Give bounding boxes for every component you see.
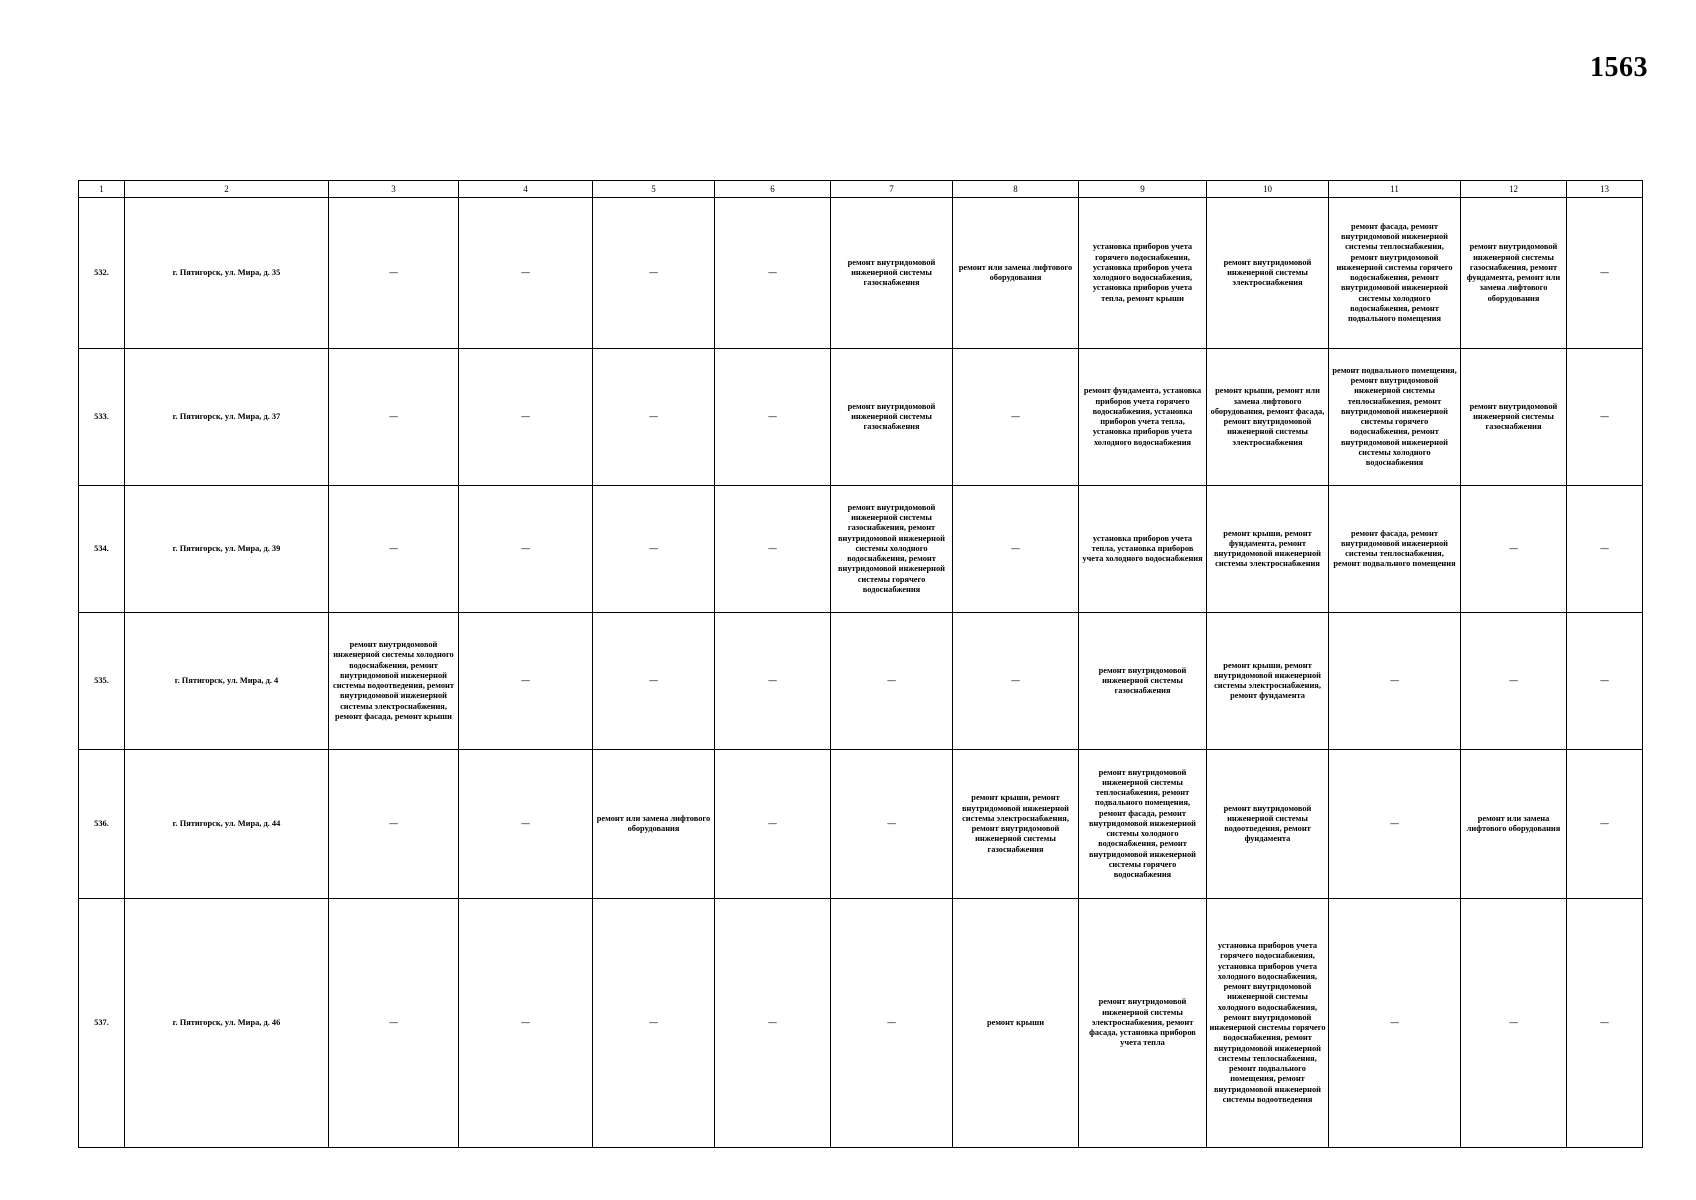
cell-col-8: —: [953, 349, 1079, 486]
column-header-13: 13: [1567, 181, 1643, 198]
cell-col-12: —: [1461, 613, 1567, 750]
cell-col-7: —: [831, 750, 953, 899]
table-row: [79, 198, 1643, 349]
cell-col-3: ремонт внутридомовой инженерной системы холодного водоснабжения, ремонт внутридомовой инженерной системы водоотведения, ремонт внутридомовой инженерной системы электроснабжения, ремонт фасада, ремонт крыши: [329, 613, 459, 750]
cell-col-5: —: [593, 198, 715, 349]
column-header-10: 10: [1207, 181, 1329, 198]
cell-col-11: ремонт фасада, ремонт внутридомовой инженерной системы теплоснабжения, ремонт подвального помещения: [1329, 486, 1461, 613]
cell-col-12: ремонт внутридомовой инженерной системы газоснабжения, ремонт фундамента, ремонт или замена лифтового оборудования: [1461, 198, 1567, 349]
cell-col-6: —: [715, 349, 831, 486]
address-cell: г. Пятигорск, ул. Мира, д. 39: [125, 486, 329, 613]
column-header-4: 4: [459, 181, 593, 198]
address-cell: г. Пятигорск, ул. Мира, д. 37: [125, 349, 329, 486]
cell-col-4: —: [459, 349, 593, 486]
cell-col-12: —: [1461, 899, 1567, 1148]
cell-col-7: ремонт внутридомовой инженерной системы газоснабжения, ремонт внутридомовой инженерной системы холодного водоснабжения, ремонт внутридомовой инженерной системы горячего водоснабжения: [831, 486, 953, 613]
cell-col-5: —: [593, 349, 715, 486]
cell-col-11: —: [1329, 750, 1461, 899]
cell-col-11: ремонт фасада, ремонт внутридомовой инженерной системы теплоснабжения, ремонт внутридомовой инженерной системы горячего водоснабжения, ремонт внутридомовой инженерной системы холодного водоснабжения, ремонт подвального помещения: [1329, 198, 1461, 349]
column-header-11: 11: [1329, 181, 1461, 198]
cell-col-8: ремонт или замена лифтового оборудования: [953, 198, 1079, 349]
row-number: 535.: [79, 613, 125, 750]
column-header-3: 3: [329, 181, 459, 198]
column-header-8: 8: [953, 181, 1079, 198]
cell-col-11: —: [1329, 899, 1461, 1148]
cell-col-8: ремонт крыши: [953, 899, 1079, 1148]
repair-schedule-table: [78, 180, 1643, 1148]
row-number: 533.: [79, 349, 125, 486]
cell-col-8: ремонт крыши, ремонт внутридомовой инженерной системы электроснабжения, ремонт внутридомовой инженерной системы газоснабжения: [953, 750, 1079, 899]
column-header-7: 7: [831, 181, 953, 198]
page-number: 1563: [1590, 52, 1648, 83]
column-header-5: 5: [593, 181, 715, 198]
header-row: [79, 181, 1643, 198]
cell-col-5: —: [593, 486, 715, 613]
table-row: [79, 899, 1643, 1148]
cell-col-13: —: [1567, 349, 1643, 486]
cell-col-10: ремонт внутридомовой инженерной системы электроснабжения: [1207, 198, 1329, 349]
cell-col-13: —: [1567, 613, 1643, 750]
cell-col-10: ремонт крыши, ремонт фундамента, ремонт внутридомовой инженерной системы электроснабжения: [1207, 486, 1329, 613]
cell-col-13: —: [1567, 750, 1643, 899]
cell-col-13: —: [1567, 899, 1643, 1148]
cell-col-5: —: [593, 613, 715, 750]
cell-col-4: —: [459, 899, 593, 1148]
cell-col-4: —: [459, 486, 593, 613]
column-header-6: 6: [715, 181, 831, 198]
cell-col-12: ремонт внутридомовой инженерной системы газоснабжения: [1461, 349, 1567, 486]
cell-col-9: установка приборов учета горячего водоснабжения, установка приборов учета холодного водоснабжения, установка приборов учета тепла, ремонт крыши: [1079, 198, 1207, 349]
cell-col-4: —: [459, 750, 593, 899]
column-header-2: 2: [125, 181, 329, 198]
column-header-1: 1: [79, 181, 125, 198]
cell-col-7: ремонт внутридомовой инженерной системы газоснабжения: [831, 349, 953, 486]
cell-col-9: ремонт внутридомовой инженерной системы газоснабжения: [1079, 613, 1207, 750]
cell-col-4: —: [459, 613, 593, 750]
table-row: [79, 486, 1643, 613]
cell-col-3: —: [329, 198, 459, 349]
cell-col-11: ремонт подвального помещения, ремонт внутридомовой инженерной системы теплоснабжения, ремонт внутридомовой инженерной системы горячего водоснабжения, ремонт внутридомовой инженерной системы холодного водоснабжения: [1329, 349, 1461, 486]
row-number: 536.: [79, 750, 125, 899]
cell-col-7: —: [831, 899, 953, 1148]
cell-col-6: —: [715, 198, 831, 349]
cell-col-6: —: [715, 750, 831, 899]
cell-col-6: —: [715, 486, 831, 613]
cell-col-7: —: [831, 613, 953, 750]
cell-col-4: —: [459, 198, 593, 349]
cell-col-12: —: [1461, 486, 1567, 613]
column-header-9: 9: [1079, 181, 1207, 198]
address-cell: г. Пятигорск, ул. Мира, д. 44: [125, 750, 329, 899]
cell-col-5: —: [593, 899, 715, 1148]
table-row: [79, 349, 1643, 486]
row-number: 537.: [79, 899, 125, 1148]
cell-col-3: —: [329, 750, 459, 899]
cell-col-7: ремонт внутридомовой инженерной системы газоснабжения: [831, 198, 953, 349]
cell-col-13: —: [1567, 198, 1643, 349]
cell-col-13: —: [1567, 486, 1643, 613]
cell-col-9: ремонт внутридомовой инженерной системы теплоснабжения, ремонт подвального помещения, ремонт фасада, ремонт внутридомовой инженерной системы холодного водоснабжения, ремонт внутридомовой инженерной системы горячего водоснабжения: [1079, 750, 1207, 899]
cell-col-9: установка приборов учета тепла, установка приборов учета холодного водоснабжения: [1079, 486, 1207, 613]
table-row: [79, 750, 1643, 899]
cell-col-3: —: [329, 899, 459, 1148]
address-cell: г. Пятигорск, ул. Мира, д. 4: [125, 613, 329, 750]
cell-col-11: —: [1329, 613, 1461, 750]
cell-col-10: установка приборов учета горячего водоснабжения, установка приборов учета холодного водоснабжения, ремонт внутридомовой инженерной системы холодного водоснабжения, ремонт внутридомовой инженерной системы горячего водоснабжения, ремонт внутридомовой инженерной системы теплоснабжения, ремонт подвального помещения, ремонт внутридомовой инженерной системы водоотведения: [1207, 899, 1329, 1148]
cell-col-12: ремонт или замена лифтового оборудования: [1461, 750, 1567, 899]
cell-col-8: —: [953, 613, 1079, 750]
column-header-12: 12: [1461, 181, 1567, 198]
cell-col-5: ремонт или замена лифтового оборудования: [593, 750, 715, 899]
address-cell: г. Пятигорск, ул. Мира, д. 46: [125, 899, 329, 1148]
table-row: [79, 613, 1643, 750]
cell-col-10: ремонт крыши, ремонт внутридомовой инженерной системы электроснабжения, ремонт фундамента: [1207, 613, 1329, 750]
cell-col-9: ремонт фундамента, установка приборов учета горячего водоснабжения, установка приборов учета тепла, установка приборов учета холодного водоснабжения: [1079, 349, 1207, 486]
cell-col-10: ремонт внутридомовой инженерной системы водоотведения, ремонт фундамента: [1207, 750, 1329, 899]
row-number: 534.: [79, 486, 125, 613]
cell-col-6: —: [715, 613, 831, 750]
cell-col-9: ремонт внутридомовой инженерной системы электроснабжения, ремонт фасада, установка приборов учета тепла: [1079, 899, 1207, 1148]
cell-col-6: —: [715, 899, 831, 1148]
address-cell: г. Пятигорск, ул. Мира, д. 35: [125, 198, 329, 349]
cell-col-10: ремонт крыши, ремонт или замена лифтового оборудования, ремонт фасада, ремонт внутридомовой инженерной системы электроснабжения: [1207, 349, 1329, 486]
table-header: [79, 181, 1643, 198]
cell-col-3: —: [329, 486, 459, 613]
cell-col-3: —: [329, 349, 459, 486]
cell-col-8: —: [953, 486, 1079, 613]
row-number: 532.: [79, 198, 125, 349]
